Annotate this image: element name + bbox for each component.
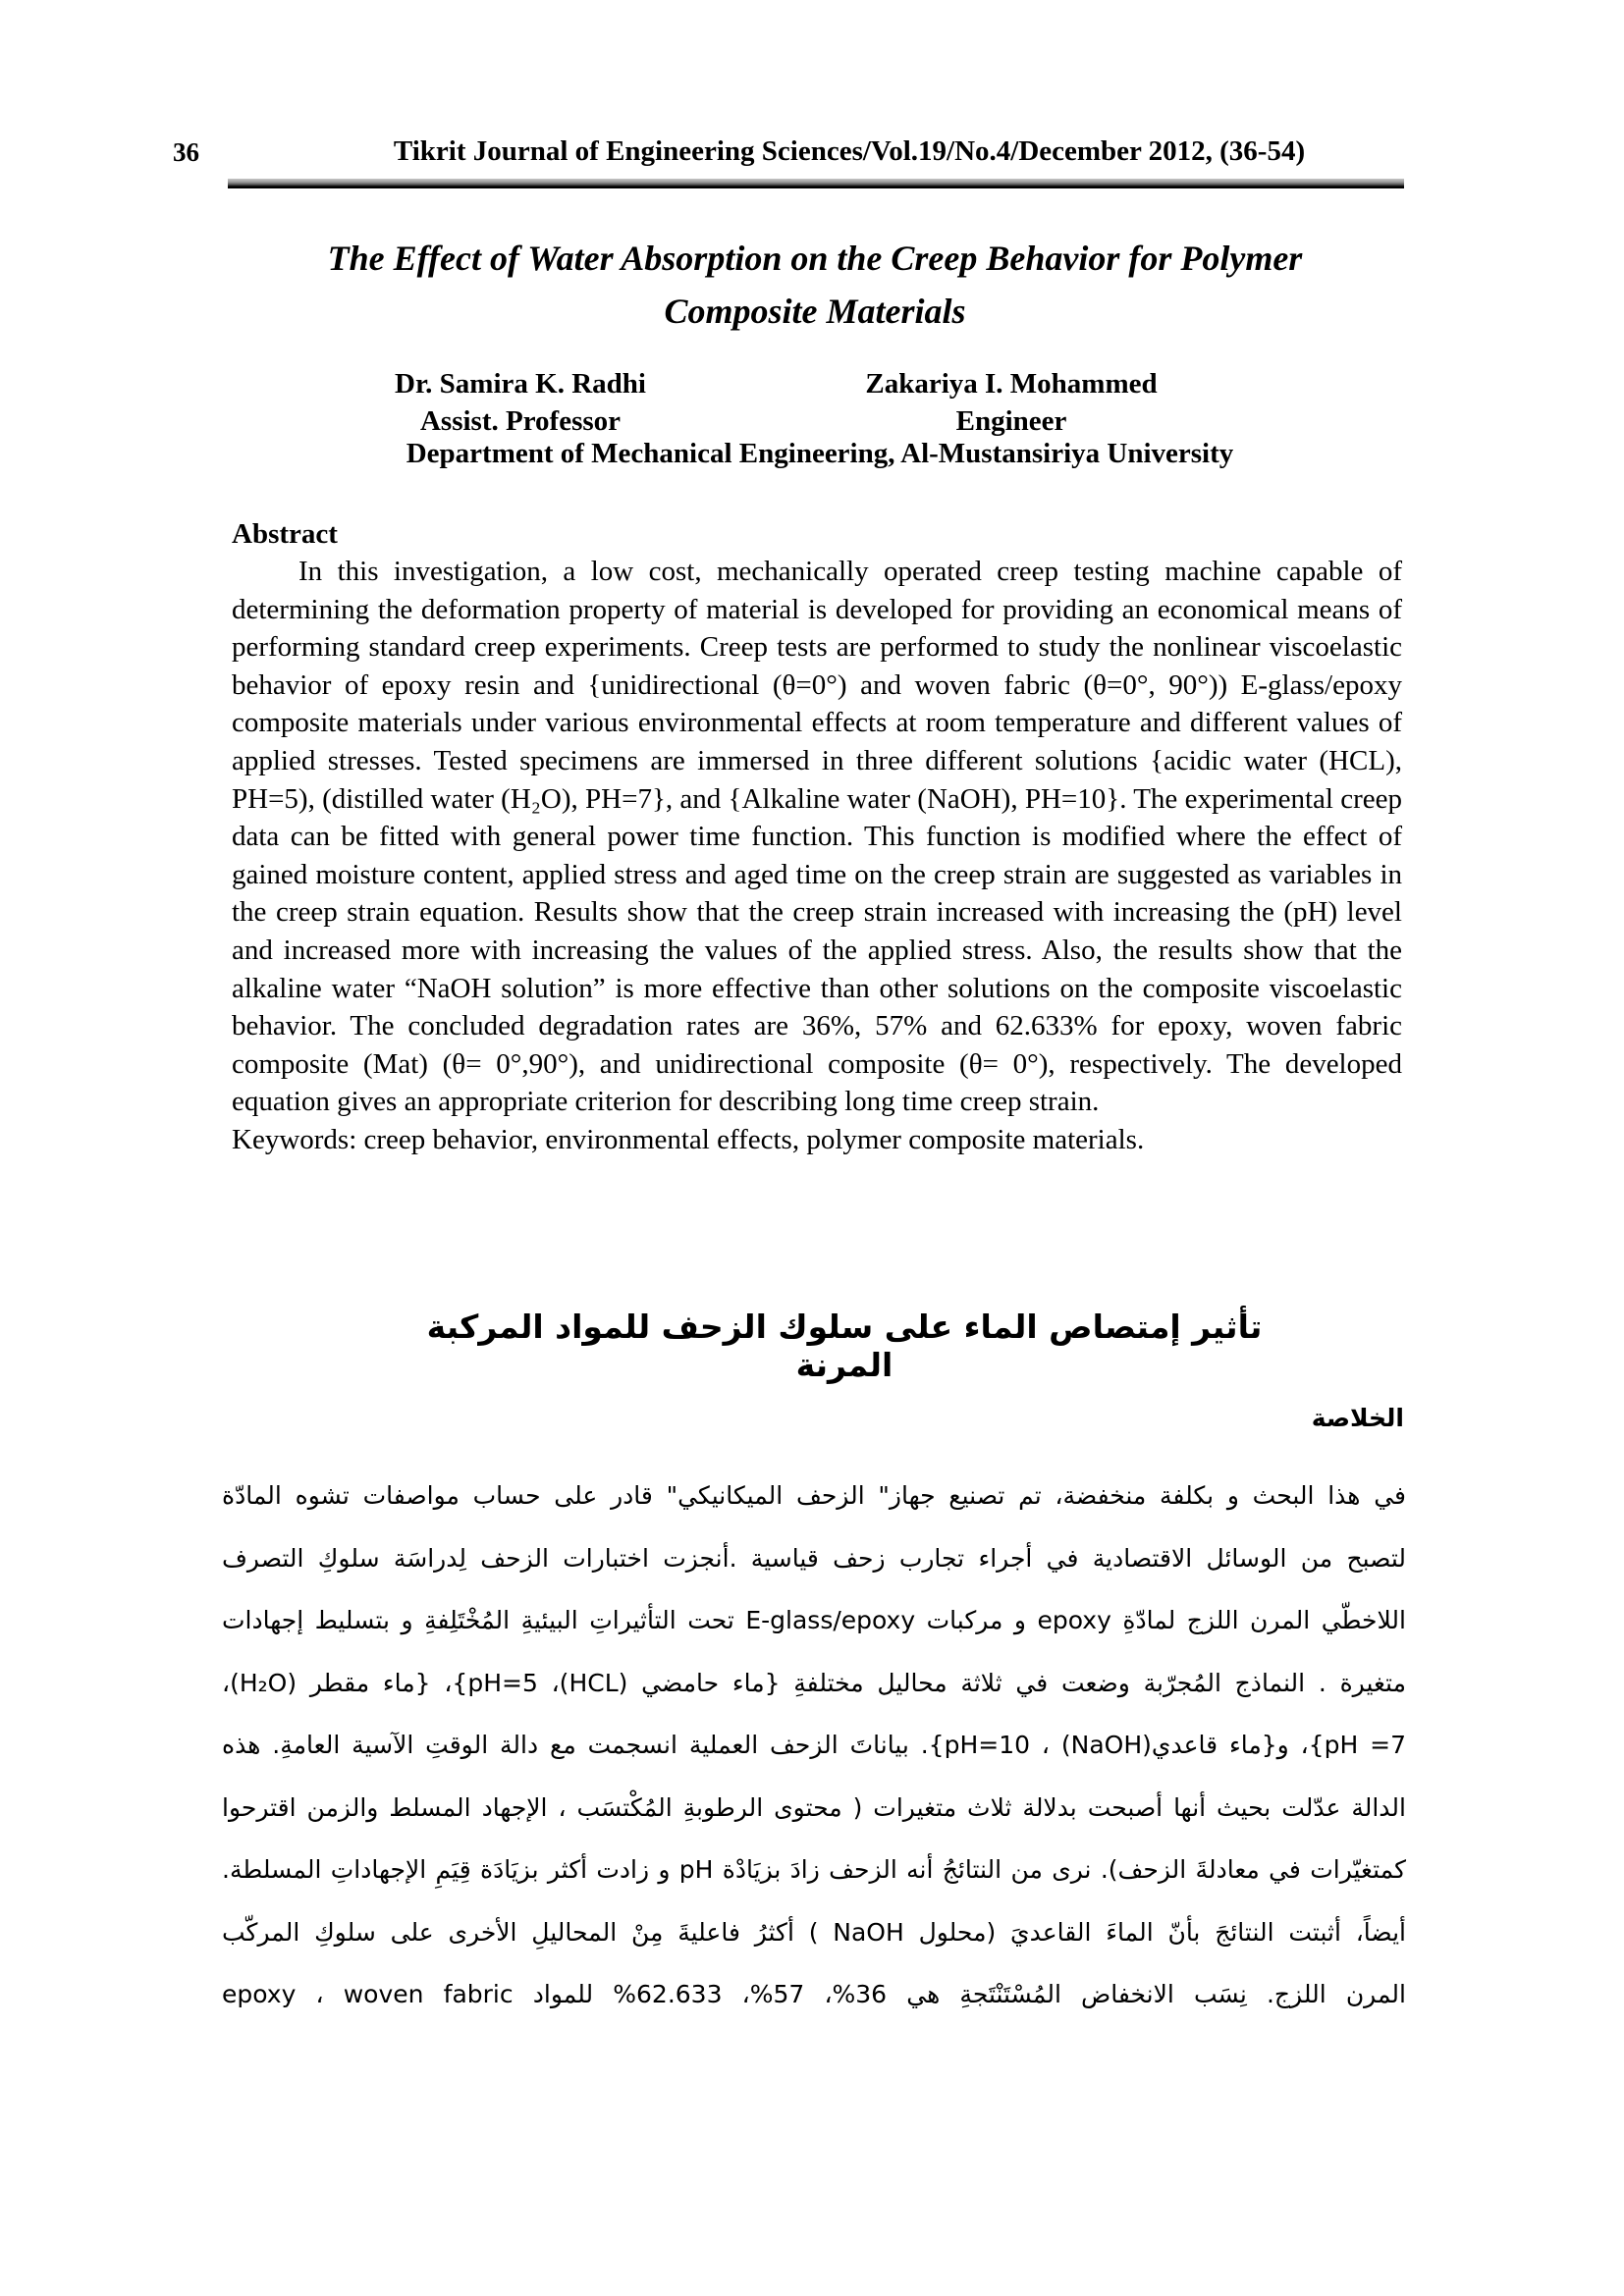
arabic-abstract-heading: الخلاصة bbox=[1311, 1404, 1404, 1432]
author-1-name: Dr. Samira K. Radhi bbox=[395, 367, 646, 400]
arabic-line: الدالة عدّلت بحيث أنها أصبحت بدلالة ثلاث متغيرات ( محتوى الرطوبةِ المُكْتسَب ، الإجهاد المسلط والزمن اقترحوا bbox=[222, 1792, 1406, 1822]
journal-running-head: Tikrit Journal of Engineering Sciences/Vol.19/No.4/December 2012, (36-54) bbox=[393, 135, 1306, 167]
arabic-abstract-body bbox=[222, 1465, 1406, 2026]
author-1-position: Assist. Professor bbox=[419, 404, 622, 437]
abstract-body: In this investigation, a low cost, mechanically operated creep testing machine capable of determining the deformation property of material is developed for providing an economical means of performing standard creep experiments. Creep tests are performed to study the nonlinear viscoelastic behavior of epoxy resin and {unidirectional (θ=0°) and woven fabric (θ=0°, 90°)) E-glass/epoxy composite materials under various environmental effects at room temperature and different values of applied stresses. Tested specimens are immersed in three different solutions {acidic water (HCL), PH=5), (distilled water (H₂O), PH=7}, and {Alkaline water (NaOH), PH=10}. The experimental creep data can be fitted with general power time function. This function is modified where the effect of gained moisture content, applied stress and aged time on the creep strain are suggested as variables in the creep strain equation. Results show that the creep strain increased with increasing the (pH) level and increased more with increasing the values of the applied stress. Also, the results show that the alkaline water “NaOH solution” is more effective than other solutions on the composite viscoelastic behavior. The concluded degradation rates are 36%, 57% and 62.633% for epoxy, woven fabric composite (Mat) (θ= 0°,90°), and unidirectional composite (θ= 0°), respectively. The developed equation gives an appropriate criterion for describing long time creep strain. bbox=[232, 556, 1402, 1118]
title-line-1: The Effect of Water Absorption on the Creep Behavior for Polymer bbox=[327, 239, 1303, 278]
abstract-heading: Abstract bbox=[232, 518, 338, 550]
arabic-line: اللاخطّي المرن اللزج لمادّةِ epoxy و مركبات E-glass/epoxy تحت التأثيراتِ البيئيةِ المُخْتَلِفةِ و بتسليط إجهادات bbox=[222, 1606, 1406, 1634]
arabic-line: لتصبح من الوسائل الاقتصادية في أجراء تجارب زحف قياسية .أنجزت اختبارات الزحف لِدراسَة سلوكِ التصرف bbox=[222, 1543, 1406, 1573]
keywords: Keywords: creep behavior, environmental effects, polymer composite materials. bbox=[232, 1123, 1145, 1155]
author-names bbox=[295, 365, 1355, 402]
arabic-line: في هذا البحث و بكلفة منخفضة، تم تصنيع جهاز" الزحف الميكانيكي" قادر على حساب مواصفات تشوه المادّة bbox=[222, 1481, 1406, 1510]
arabic-line: متغيرة . النماذج المُجرّبة وضعت في ثلاثة محاليل مختلفةِ {ماء حامضي (HCL)، pH=5}، {ماء مقطر (H₂O)، bbox=[222, 1668, 1406, 1697]
arabic-line: المرن اللزج. نِسَب الانخفاض المُسْتَنْتَجةِ هي 36%، 57%، 62.633% للمواد epoxy ، woven fabric bbox=[222, 1980, 1406, 2008]
arabic-line: pH =7}، و{ماء قاعدي(NaOH) ، pH=10}. بياناتَ الزحف العملية انسجمت مع دالة الوقتِ الآسية العامةِ. هذه bbox=[222, 1731, 1406, 1759]
affiliation: Department of Mechanical Engineering, Al-Mustansiriya University bbox=[406, 438, 1234, 469]
header-rule bbox=[228, 179, 1404, 188]
author-positions bbox=[295, 402, 1355, 440]
arabic-line: أيضاً، أثبتت النتائجَ بأنّ الماءَ القاعديَ (محلول NaOH ) أكثرُ فاعليةَ مِنْ المحاليلِ الأخرى على سلوكِ المركّب bbox=[222, 1917, 1406, 1947]
author-block bbox=[295, 365, 1355, 440]
author-2-name: Zakariya I. Mohammed bbox=[865, 367, 1158, 400]
author-2-position: Engineer bbox=[955, 404, 1067, 437]
abstract-section bbox=[232, 515, 1402, 1159]
article-title bbox=[255, 232, 1375, 338]
page-number: 36 bbox=[173, 137, 199, 167]
arabic-line: كمتغيّرات في معادلةَ الزحف). نرى من النتائجُ أنه الزحف زادَ بزيَادْة pH و زادت أكثر بزيَادَة قِيَمِ الإجهاداتِ المسلطة. bbox=[222, 1855, 1406, 1884]
title-line-2: Composite Materials bbox=[664, 292, 966, 331]
arabic-title: تأثير إمتصاص الماء على سلوك الزحف للمواد المركبة المرنة bbox=[426, 1308, 1263, 1384]
